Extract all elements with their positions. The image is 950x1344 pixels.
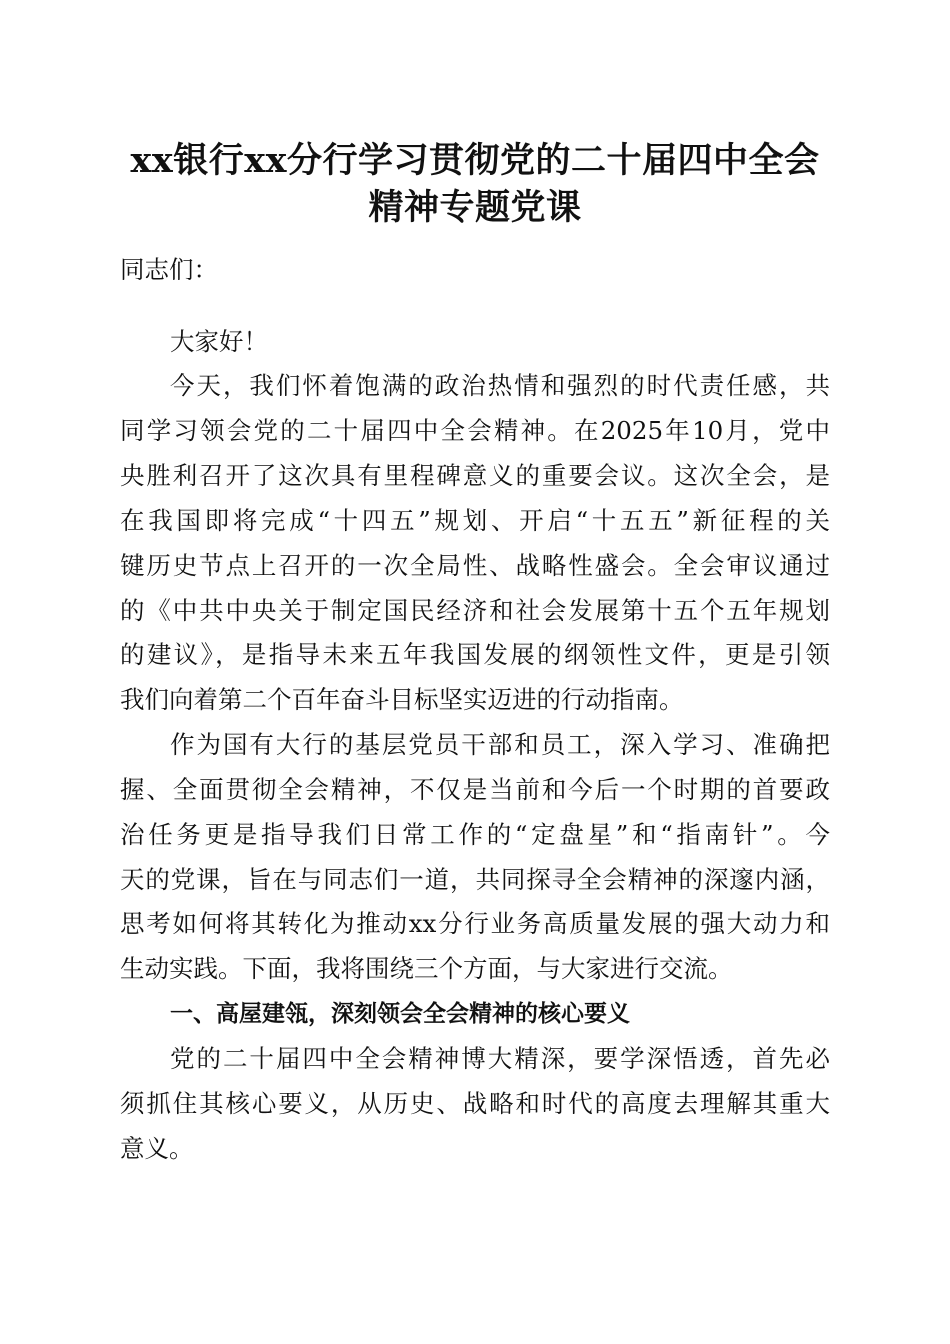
paragraph-2-line: 生动实践。下面，我将围绕三个方面，与大家进行交流。: [120, 954, 733, 983]
paragraph-2-line: 思考如何将其转化为推动xx分行业务高质量发展的强大动力和: [120, 909, 830, 938]
paragraph-1-line: 键历史节点上召开的一次全局性、战略性盛会。全会审议通过: [120, 551, 830, 580]
paragraph-3-line: 党的二十届四中全会精神博大精深，要学深悟透，首先必: [170, 1044, 830, 1073]
paragraph-3-line: 意义。: [120, 1134, 194, 1163]
paragraph-1-line: 的《中共中央关于制定国民经济和社会发展第十五个五年规划: [120, 596, 830, 625]
paragraph-2-line: 天的党课，旨在与同志们一道，共同探寻全会精神的深邃内涵，: [120, 865, 830, 894]
document-title-line-2: 精神专题党课: [368, 187, 582, 228]
paragraph-1-line: 同学习领会党的二十届四中全会精神。在2025年10月，党中: [120, 416, 830, 445]
greeting: 大家好！: [170, 327, 268, 356]
paragraph-3-line: 须抓住其核心要义，从历史、战略和时代的高度去理解其重大: [120, 1089, 830, 1118]
salutation: 同志们：: [120, 255, 218, 284]
paragraph-1-line: 我们向着第二个百年奋斗目标坚实迈进的行动指南。: [120, 685, 684, 714]
paragraph-2-line: 治任务更是指导我们日常工作的“定盘星”和“指南针”。今: [120, 820, 830, 849]
paragraph-1-line: 央胜利召开了这次具有里程碑意义的重要会议。这次全会，是: [120, 461, 830, 490]
paragraph-2-line: 作为国有大行的基层党员干部和员工，深入学习、准确把: [170, 730, 830, 759]
section-1-heading: 一、高屋建瓴，深刻领会全会精神的核心要义: [170, 1001, 630, 1027]
paragraph-1-line: 在我国即将完成“十四五”规划、开启“十五五”新征程的关: [120, 506, 830, 535]
paragraph-1-line: 的建议》，是指导未来五年我国发展的纲领性文件，更是引领: [120, 640, 830, 669]
paragraph-2-line: 握、全面贯彻全会精神，不仅是当前和今后一个时期的首要政: [120, 775, 830, 804]
document-title-line-1: xx银行xx分行学习贯彻党的二十届四中全会: [130, 140, 820, 181]
paragraph-1-line: 今天，我们怀着饱满的政治热情和强烈的时代责任感，共: [170, 371, 830, 400]
